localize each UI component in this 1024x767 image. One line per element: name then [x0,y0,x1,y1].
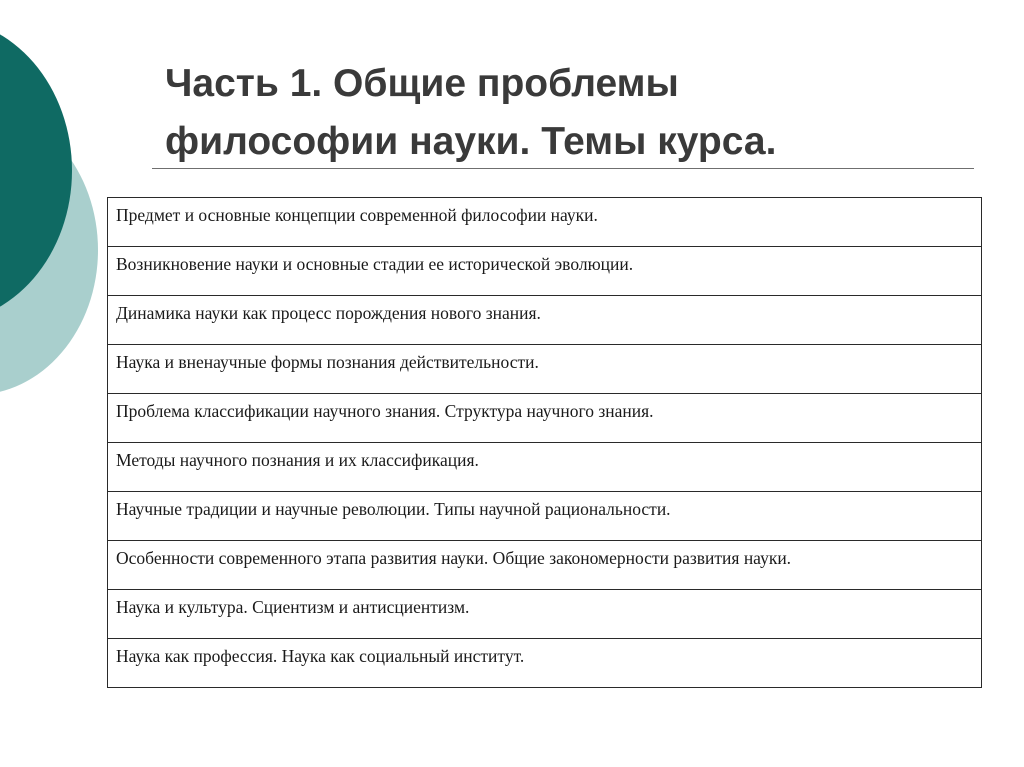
table-row [108,492,982,541]
topic-cell: Особенности современного этапа развития науки. Общие закономерности развития науки. [108,541,982,590]
topic-cell: Наука и вненаучные формы познания действительности. [108,345,982,394]
topic-cell: Предмет и основные концепции современной философии науки. [108,198,982,247]
slide-title-line-2: философии науки. Темы курса. [165,120,777,163]
topic-cell: Проблема классификации научного знания. Структура научного знания. [108,394,982,443]
slide-title [165,55,985,171]
table-row [108,590,982,639]
topic-cell: Наука и культура. Сциентизм и антисциентизм. [108,590,982,639]
table-row [108,247,982,296]
table-row [108,345,982,394]
topic-cell: Научные традиции и научные революции. Типы научной рациональности. [108,492,982,541]
table-row [108,541,982,590]
table-row [108,639,982,688]
title-divider [152,168,974,169]
topics-table [107,197,982,688]
table-row [108,198,982,247]
topic-cell: Динамика науки как процесс порождения нового знания. [108,296,982,345]
table-row [108,296,982,345]
topic-cell: Методы научного познания и их классификация. [108,443,982,492]
topic-cell: Наука как профессия. Наука как социальный институт. [108,639,982,688]
table-row [108,394,982,443]
slide-title-line-1: Часть 1. Общие проблемы [165,62,679,105]
table-row [108,443,982,492]
topic-cell: Возникновение науки и основные стадии ее исторической эволюции. [108,247,982,296]
